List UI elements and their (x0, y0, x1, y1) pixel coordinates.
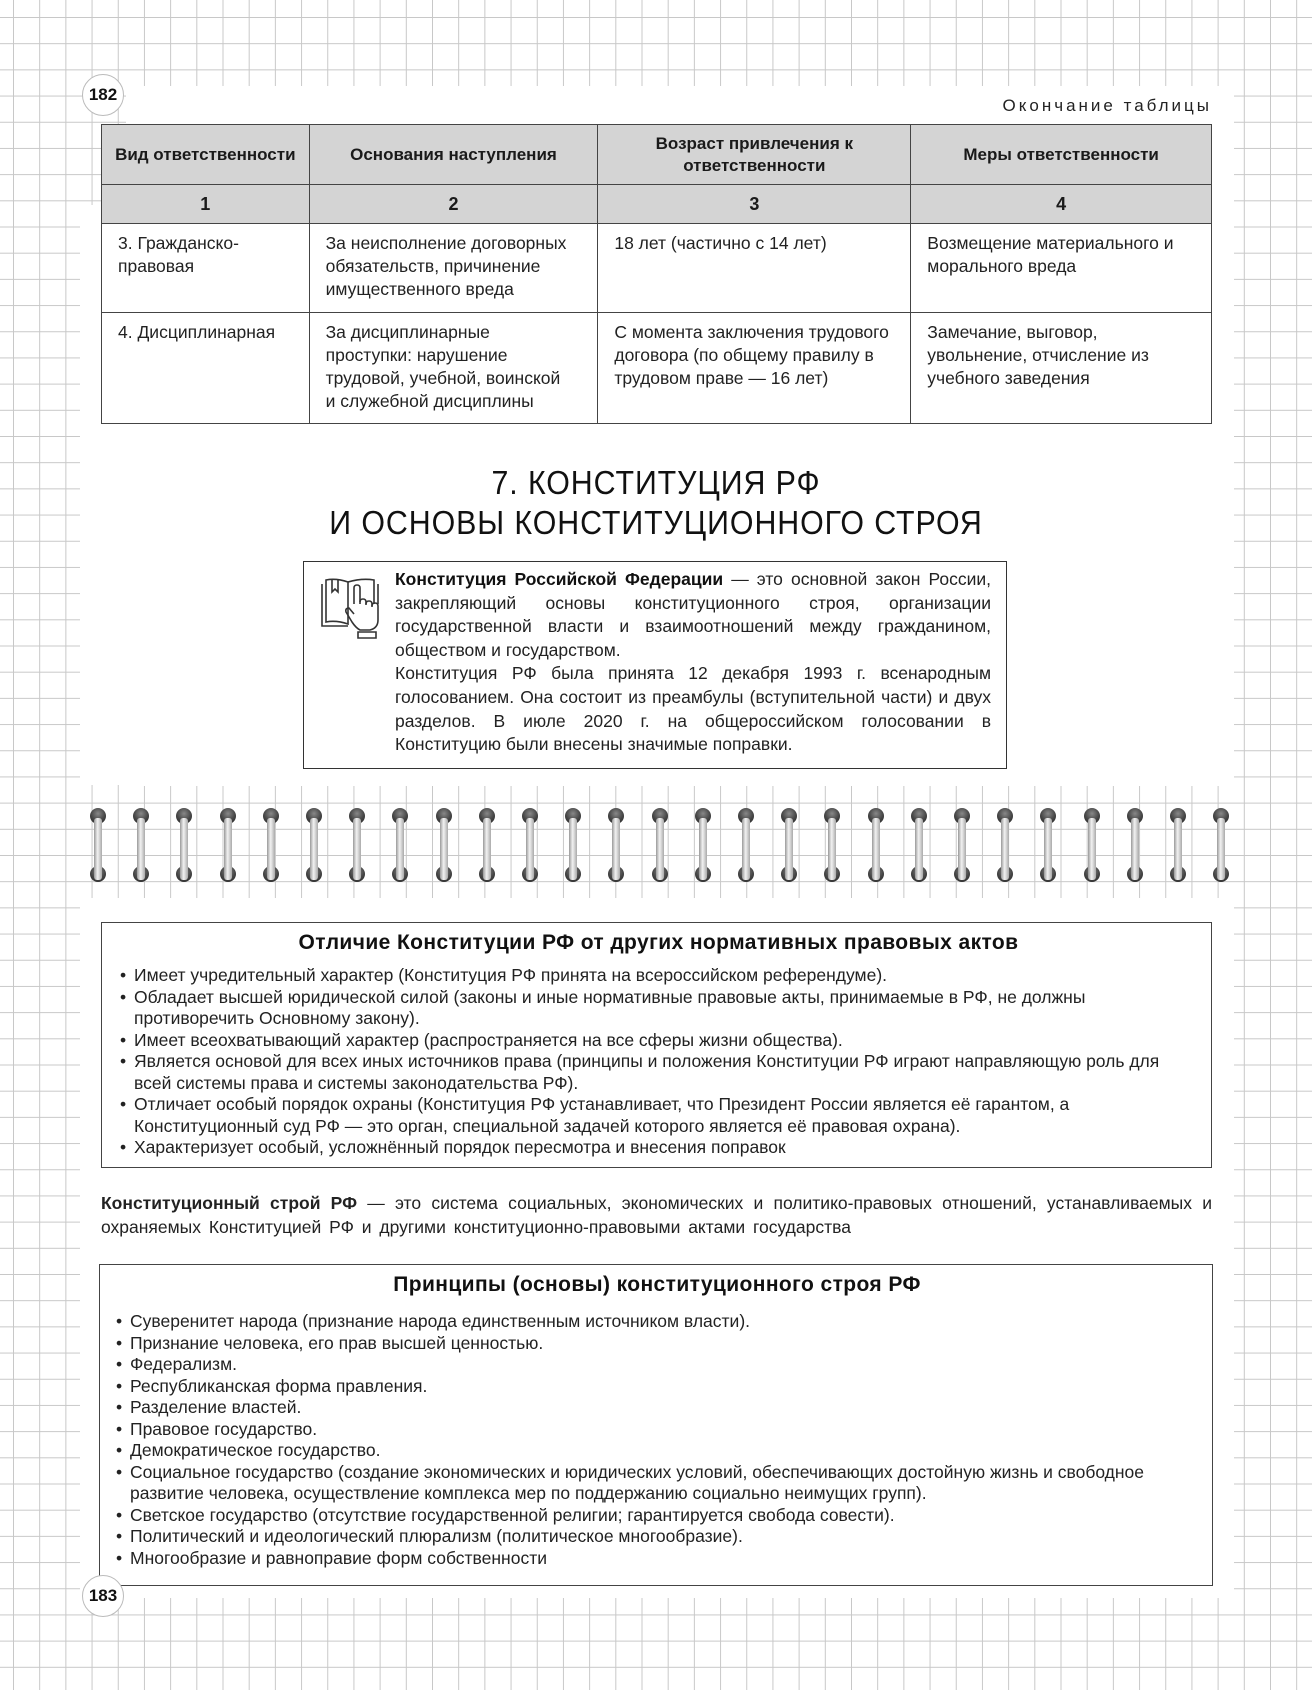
table-row (102, 224, 1212, 313)
page-number-top: 182 (82, 74, 124, 116)
list-item: • Многообразие и равноправие форм собственности (114, 1548, 1200, 1570)
table-continuation-label: Окончание таблицы (1002, 96, 1212, 115)
differences-list (118, 965, 1199, 1159)
section-title-line-2: И ОСНОВЫ КОНСТИТУЦИОННОГО СТРОЯ (329, 504, 983, 541)
spiral-ring (867, 800, 885, 890)
definition-text (395, 568, 991, 757)
list-item: • Правовое государство. (114, 1419, 1200, 1441)
list-item: • Светское государство (отсутствие государственной религии; гарантируется свобода совести). (114, 1505, 1200, 1527)
list-item: • Суверенитет народа (признание народа единственным источником власти). (114, 1311, 1200, 1333)
list-item: • Имеет учредительный характер (Конституция РФ принята на всероссийском референдуме). (118, 965, 1199, 987)
spiral-ring (521, 800, 539, 890)
spiral-ring (996, 800, 1014, 890)
cell-type: 3. Гражданско-правовая (102, 224, 310, 313)
spiral-ring (175, 800, 193, 890)
cell-type: 4. Дисциплинарная (102, 313, 310, 424)
differences-title: Отличие Конституции РФ от других нормативных правовых актов (298, 931, 1019, 954)
list-item: • Имеет всеохватывающий характер (распространяется на все сферы жизни общества). (118, 1030, 1199, 1052)
spiral-ring (780, 800, 798, 890)
header-type: Вид ответственности (102, 125, 310, 185)
spiral-ring (823, 800, 841, 890)
table-header-row (102, 125, 1212, 185)
definition-body: — это основной закон России, закрепляющий основы конституционного строя, организации государственной власти и взаимоотношений между гражданином, обществом и государством. (395, 569, 991, 660)
column-number: 4 (911, 185, 1212, 224)
list-item: • Характеризует особый, усложнённый порядок пересмотра и внесения поправок (118, 1137, 1199, 1159)
cell-measures: Замечание, выговор, увольнение, отчисление из учебного заведения (911, 313, 1212, 424)
responsibility-table (101, 124, 1212, 424)
spiral-ring (391, 800, 409, 890)
constitutional-order-definition (101, 1192, 1212, 1239)
constitutional-order-text: — это система социальных, экономических и политико-правовых отношений, устанавливаемых и охраняемых Конституцией РФ и другими конституционно-правовыми актами государства (101, 1193, 1212, 1237)
definition-term: Конституция Российской Федерации (395, 569, 724, 589)
spiral-ring (132, 800, 150, 890)
spiral-ring (1169, 800, 1187, 890)
spiral-ring (694, 800, 712, 890)
cell-grounds: За неисполнение договорных обязательств, причинение имущественного вреда (309, 224, 598, 313)
spiral-ring (305, 800, 323, 890)
cell-measures: Возмещение материального и морального вреда (911, 224, 1212, 313)
header-grounds: Основания наступления (309, 125, 598, 185)
spiral-ring (737, 800, 755, 890)
list-item: • Разделение властей. (114, 1397, 1200, 1419)
header-age: Возраст привлечения к ответственности (598, 125, 911, 185)
section-title-line-1: 7. КОНСТИТУЦИЯ РФ (491, 464, 821, 501)
spiral-ring (435, 800, 453, 890)
spiral-ring (1083, 800, 1101, 890)
book-hand-icon (318, 574, 382, 647)
list-item: • Демократическое государство. (114, 1440, 1200, 1462)
header-measures: Меры ответственности (911, 125, 1212, 185)
list-item: • Отличает особый порядок охраны (Конституция РФ устанавливает, что Президент России является её гарантом, а Конституционный суд РФ — это орган, специальной задачей которого является её правовая охрана). (118, 1094, 1199, 1137)
spiral-ring (910, 800, 928, 890)
list-item: • Федерализм. (114, 1354, 1200, 1376)
page-number-bottom: 183 (82, 1575, 124, 1617)
list-item: • Социальное государство (создание экономических и юридических условий, обеспечивающих достойную жизнь и свободное развитие человека, осуществление комплекса мер по поддержанию социально неимущих групп). (114, 1462, 1200, 1505)
column-number: 2 (309, 185, 598, 224)
spiral-ring (651, 800, 669, 890)
table-row (102, 313, 1212, 424)
list-item: • Является основой для всех иных источников права (принципы и положения Конституции РФ играют направляющую роль для всей системы права и системы законодательства РФ). (118, 1051, 1199, 1094)
section-title (52, 463, 1259, 543)
table-column-numbers-row (102, 185, 1212, 224)
spiral-ring (348, 800, 366, 890)
constitutional-order-term: Конституционный строй РФ (101, 1193, 358, 1213)
spiral-ring (953, 800, 971, 890)
spiral-ring (1039, 800, 1057, 890)
principles-box (99, 1264, 1213, 1586)
definition-adoption-text: Конституция РФ была принята 12 декабря 1993 г. всенародным голосованием. Она состоит из преамбулы (вступительной части) и двух разделов. В июле 2020 г. на общероссийском голосовании в Конституцию были внесены значимые поправки. (395, 663, 991, 755)
column-number: 1 (102, 185, 310, 224)
spiral-ring (1212, 800, 1230, 890)
spiral-ring (478, 800, 496, 890)
list-item: • Республиканская форма правления. (114, 1376, 1200, 1398)
column-number: 3 (598, 185, 911, 224)
spiral-ring (262, 800, 280, 890)
spiral-ring (1126, 800, 1144, 890)
constitution-definition-box (303, 561, 1007, 769)
list-item: • Политический и идеологический плюрализм (политическое многообразие). (114, 1526, 1200, 1548)
spiral-ring (607, 800, 625, 890)
cell-grounds: За дисциплинарные проступки: нарушение трудовой, учебной, воинской и служебной дисциплины (309, 313, 598, 424)
cell-age: С момента заключения трудового договора (по общему правилу в трудовом праве — 16 лет) (598, 313, 911, 424)
spiral-binding (0, 800, 1312, 890)
list-item: • Признание человека, его прав высшей ценностью. (114, 1333, 1200, 1355)
spiral-ring (564, 800, 582, 890)
list-item: • Обладает высшей юридической силой (законы и иные нормативные правовые акты, принимаемые в РФ, не должны противоречить Основному закону). (118, 987, 1199, 1030)
spiral-ring (219, 800, 237, 890)
principles-title: Принципы (основы) конституционного строя РФ (393, 1273, 921, 1296)
cell-age: 18 лет (частично с 14 лет) (598, 224, 911, 313)
principles-list (114, 1311, 1200, 1569)
differences-box (101, 922, 1212, 1168)
spiral-ring (89, 800, 107, 890)
